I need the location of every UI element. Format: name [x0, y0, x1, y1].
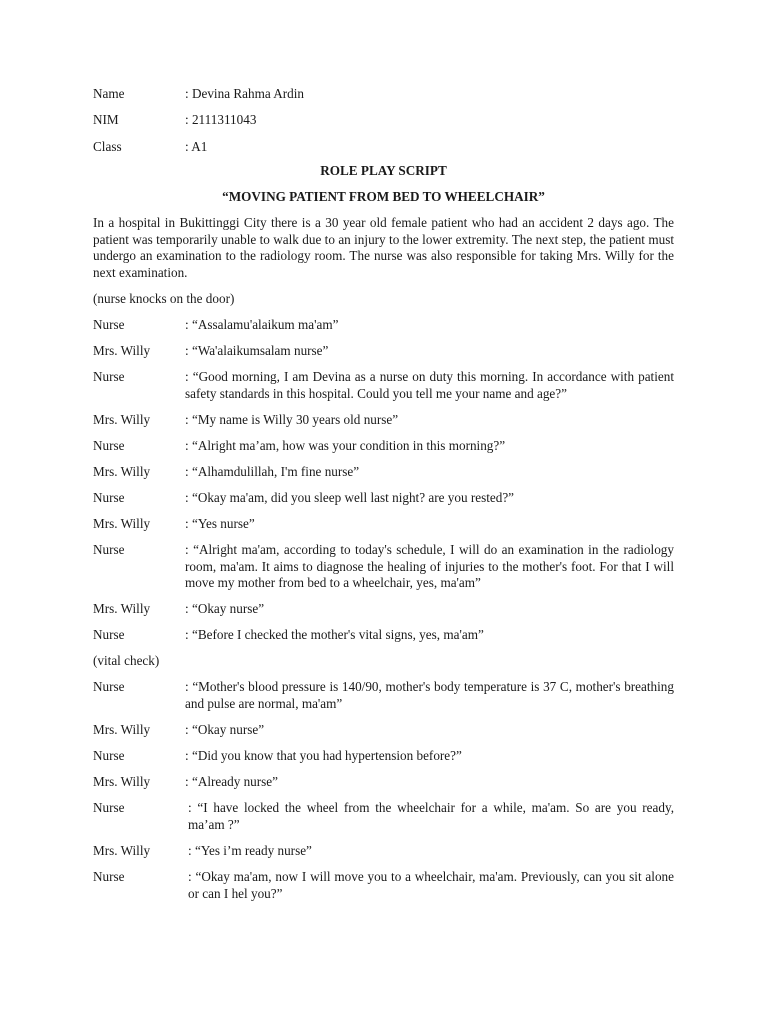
speaker-label: Mrs. Willy	[93, 601, 151, 617]
dialogue-line	[93, 800, 674, 834]
speech-text: : “Yes i’m ready nurse”	[188, 842, 312, 858]
speaker-label: Mrs. Willy	[93, 842, 151, 858]
nim-value: : 2111311043	[185, 112, 257, 128]
dialogue-line	[93, 438, 674, 455]
speaker-label: Mrs. Willy	[93, 343, 151, 359]
dialogue-line	[93, 679, 674, 713]
speech-text: : “My name is Willy 30 years old nurse”	[185, 411, 399, 427]
speaker-label: Nurse	[93, 317, 125, 333]
speaker-label: Mrs. Willy	[93, 722, 151, 738]
speaker-label: Nurse	[93, 541, 125, 557]
nim-label: NIM	[93, 112, 119, 128]
dialogue-line	[93, 601, 674, 618]
speaker-label: Mrs. Willy	[93, 515, 151, 531]
speech-text: : “Did you know that you had hypertension before?”	[185, 748, 462, 764]
speech-text: : “Okay ma'am, did you sleep well last night? are you rested?”	[185, 489, 515, 505]
speaker-label: Nurse	[93, 437, 125, 453]
class-label: Class	[93, 138, 122, 154]
speech-text: : “Assalamu'alaikum ma'am”	[185, 317, 339, 333]
name-value: : Devina Rahma Ardin	[185, 86, 305, 101]
speaker-label: Nurse	[93, 868, 125, 884]
speech-text: : “I have locked the wheel from the wheelchair for a while, ma'am. So are you ready, ma’am ?”	[188, 800, 674, 832]
intro-paragraph: In a hospital in Bukittinggi City there is a 30 year old female patient who had an accident 2 days ago. The patient was temporarily unable to walk due to an injury to the lower extremity. The next step, the patient must undergo an examination to the radiology room. The nurse was also responsible for taking Mrs. Willy for the next examination.	[93, 214, 674, 281]
speaker-label: Nurse	[93, 800, 125, 816]
nim-row	[93, 112, 674, 129]
dialogue-line	[93, 369, 674, 403]
dialogue-line	[93, 412, 674, 429]
document-subtitle: “MOVING PATIENT FROM BED TO WHEELCHAIR”	[222, 188, 545, 204]
speaker-label: Nurse	[93, 489, 125, 505]
speaker-label: Mrs. Willy	[93, 463, 151, 479]
dialogue-line	[93, 774, 674, 791]
speaker-label: Nurse	[93, 679, 125, 695]
class-value: : A1	[185, 138, 208, 154]
dialogue-line	[93, 317, 674, 334]
speech-text: : “Okay nurse”	[185, 601, 265, 617]
dialogue-line	[93, 542, 674, 592]
name-row	[93, 86, 674, 103]
speech-text: : “Alhamdulillah, I'm fine nurse”	[185, 463, 360, 479]
speaker-label: Nurse	[93, 627, 125, 643]
speaker-label: Nurse	[93, 369, 125, 385]
dialogue-line	[93, 722, 674, 739]
dialogue-line	[93, 343, 674, 360]
dialogue-line	[93, 748, 674, 765]
stage-direction: (vital check)	[93, 653, 160, 669]
speech-text: : “Wa'alaikumsalam nurse”	[185, 343, 329, 359]
speech-text: : “Before I checked the mother's vital signs, yes, ma'am”	[185, 627, 484, 643]
speaker-label: Mrs. Willy	[93, 774, 151, 790]
dialogue-line	[93, 843, 674, 860]
dialogue-line	[93, 627, 674, 644]
dialogue-line	[93, 869, 674, 903]
speech-text: : “Good morning, I am Devina as a nurse on duty this morning. In accordance with patient safety standards in this hospital. Could you tell me your name and age?”	[185, 369, 674, 401]
dialogue-line	[93, 490, 674, 507]
speech-text: : “Okay ma'am, now I will move you to a wheelchair, ma'am. Previously, can you sit alone or can I hel you?”	[188, 868, 674, 901]
class-row	[93, 139, 674, 156]
stage-direction: (nurse knocks on the door)	[93, 291, 235, 307]
speech-text: : “Alright ma’am, how was your condition in this morning?”	[185, 437, 506, 453]
speaker-label: Nurse	[93, 748, 125, 764]
speaker-label: Mrs. Willy	[93, 411, 151, 427]
dialogue-line	[93, 464, 674, 481]
dialogue-line	[93, 516, 674, 533]
speech-text: : “Okay nurse”	[185, 722, 265, 738]
speech-text: : “Already nurse”	[185, 774, 279, 790]
document-page	[93, 86, 674, 912]
document-title: ROLE PLAY SCRIPT	[320, 163, 447, 179]
name-label: Name	[93, 86, 125, 101]
speech-text: : “Yes nurse”	[185, 515, 255, 531]
speech-text: : “Mother's blood pressure is 140/90, mother's body temperature is 37 C, mother's breathing and pulse are normal, ma'am”	[185, 679, 674, 712]
speech-text: : “Alright ma'am, according to today's schedule, I will do an examination in the radiology room, ma'am. It aims to diagnose the healing of injuries to the mother's foot. For that I will move my mother from bed to a wheelchair, yes, ma'am”	[185, 541, 674, 591]
